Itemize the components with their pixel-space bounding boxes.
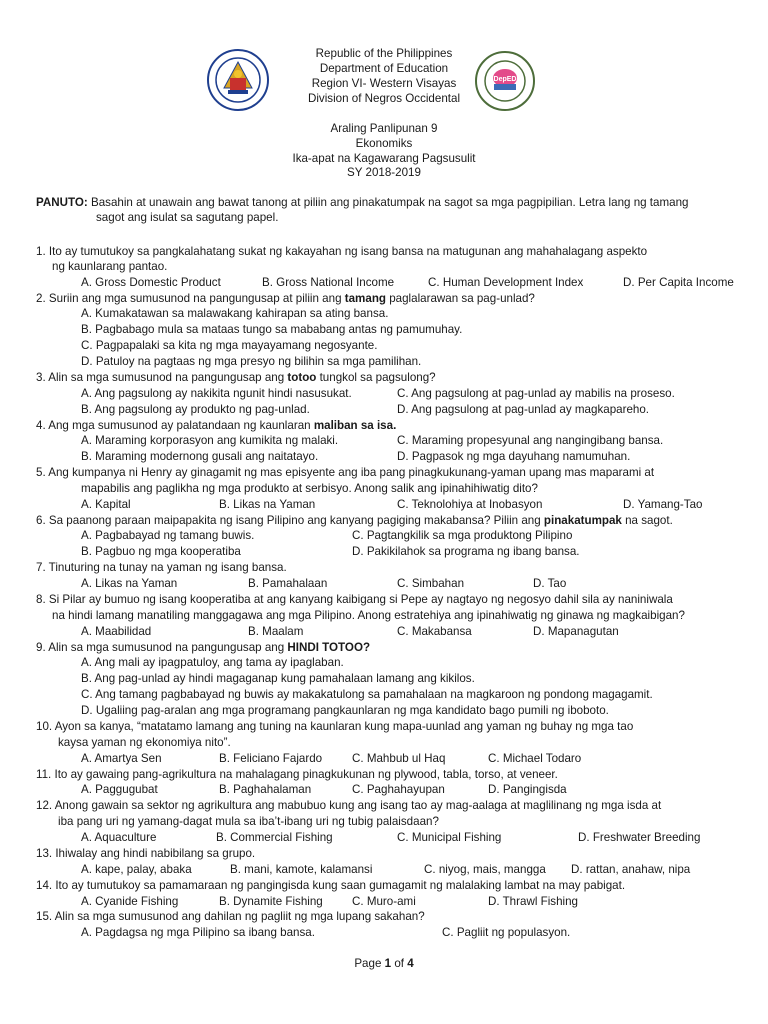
page-number xyxy=(0,957,768,972)
q8-choice-b: B. Maalam xyxy=(248,625,304,638)
page-current: 1 xyxy=(384,957,392,970)
q15-choice-a: A. Pagdagsa ng mga Pilipino sa ibang bansa. xyxy=(81,926,315,939)
question-10: 10. Ayon sa kanya, “matatamo lamang ang tuning na kaunlaran kung mapa-uunlad ang yaman ng buhay ng mga tao xyxy=(36,720,634,733)
q5-choice-d: D. Yamang-Tao xyxy=(623,498,703,511)
q2-choice-a: A. Kumakatawan sa malawakang kahirapan sa ating bansa. xyxy=(81,307,389,320)
q7-choice-b: B. Pamahalaan xyxy=(248,577,328,590)
question-2: 2. Suriin ang mga sumusunod na pangungusap at piliin ang tamang paglalarawan sa pag-unlad? xyxy=(36,292,535,305)
q2-choice-b: B. Pagbabago mula sa mataas tungo sa mababang antas ng pamumuhay. xyxy=(81,323,463,336)
q4-choice-a: A. Maraming korporasyon ang kumikita ng malaki. xyxy=(81,434,339,447)
q11-choice-d: D. Pangingisda xyxy=(488,783,567,796)
q6-choice-c: C. Pagtangkilik sa mga produktong Pilipino xyxy=(352,529,573,542)
question-1: 1. Ito ay tumutukoy sa pangkalahatang sukat ng kakayahan ng isang bansa na matugunan ang mahahalagang aspekto xyxy=(36,245,648,258)
q6-choice-d: D. Pakikilahok sa programa ng ibang bansa. xyxy=(352,545,580,558)
course-title: Ekonomiks xyxy=(355,137,413,150)
q5-choice-a: A. Kapital xyxy=(81,498,131,511)
school-year: SY 2018-2019 xyxy=(347,166,421,179)
instructions-label: PANUTO: xyxy=(36,196,88,209)
q14-choice-a: A. Cyanide Fishing xyxy=(81,895,179,908)
q2-choice-c: C. Pagpapalaki sa kita ng mga mayayamang negosyante. xyxy=(81,339,378,352)
question-8-cont: na hindi lamang manatiling manggagawa ang mga Pilipino. Anong estratehiya ang ipinahiwatig ng ginawa ng magkaibigan? xyxy=(52,609,685,622)
q8-choice-d: D. Mapanagutan xyxy=(533,625,619,638)
q13-choice-d: D. rattan, anahaw, nipa xyxy=(571,863,691,876)
q1-choice-b: B. Gross National Income xyxy=(262,276,395,289)
page-word: Page xyxy=(354,957,385,970)
header-region: Region VI- Western Visayas xyxy=(311,77,457,90)
subject-title: Araling Panlipunan 9 xyxy=(330,122,438,135)
q11-choice-c: C. Paghahayupan xyxy=(352,783,445,796)
question-5-cont: mapabilis ang paglikha ng mga produkto at serbisyo. Anong salik ang ipinahihiwatig dito? xyxy=(81,482,538,495)
instructions-line1 xyxy=(36,196,688,210)
q8-choice-a: A. Maabilidad xyxy=(81,625,152,638)
q4-choice-c: C. Maraming propesyunal ang nangingibang bansa. xyxy=(397,434,664,447)
q1-choice-c: C. Human Development Index xyxy=(428,276,584,289)
question-10-cont: kaysa yaman ng ekonomiya nito”. xyxy=(58,736,231,749)
q8-choice-c: C. Makabansa xyxy=(397,625,472,638)
exam-title: Ika-apat na Kagawarang Pagsusulit xyxy=(292,152,476,165)
q4-choice-d: D. Pagpasok ng mga dayuhang namumuhan. xyxy=(397,450,631,463)
q3-choice-c: C. Ang pagsulong at pag-unlad ay mabilis na proseso. xyxy=(397,387,675,400)
question-12-cont: iba pang uri ng yamang-dagat mula sa iba’t-ibang uri ng tubig palaisdaan? xyxy=(58,815,439,828)
header-division: Division of Negros Occidental xyxy=(307,92,461,105)
question-8: 8. Si Pilar ay bumuo ng isang kooperatiba at ang kanyang kaibigang si Pepe ay nagtayo ng negosyo dahil sila ay naniniwala xyxy=(36,593,673,606)
q12-choice-c: C. Municipal Fishing xyxy=(397,831,502,844)
q9-choice-b: B. Ang pag-unlad ay hindi magaganap kung pamahalaan lamang ang kikilos. xyxy=(81,672,475,685)
q3-choice-b: B. Ang pagsulong ay produkto ng pag-unlad. xyxy=(81,403,310,416)
q4-choice-b: B. Maraming modernong gusali ang naitatayo. xyxy=(81,450,319,463)
question-12: 12. Anong gawain sa sektor ng agrikultura ang mabubuo kung ang isang tao ay mag-aalaga at maglilinang ng mga isda at xyxy=(36,799,662,812)
q7-choice-c: C. Simbahan xyxy=(397,577,465,590)
q12-choice-d: D. Freshwater Breeding xyxy=(578,831,701,844)
q6-choice-b: B. Pagbuo ng mga kooperatiba xyxy=(81,545,241,558)
question-7: 7. Tinuturing na tunay na yaman ng isang bansa. xyxy=(36,561,287,574)
q15-choice-c: C. Pagliit ng populasyon. xyxy=(442,926,571,939)
instructions-text: Basahin at unawain ang bawat tanong at piliin ang pinakatumpak na sagot sa mga pagpipilian. Letra lang ng tamang xyxy=(90,196,689,209)
question-15: 15. Alin sa mga sumusunod ang dahilan ng pagliit ng mga lupang sakahan? xyxy=(36,910,425,923)
question-9: 9. Alin sa mga sumusunod na pangungusap ang HINDI TOTOO? xyxy=(36,641,371,654)
question-3: 3. Alin sa mga sumusunod na pangungusap ang totoo tungkol sa pagsulong? xyxy=(36,371,436,384)
q13-choice-c: C. niyog, mais, mangga xyxy=(424,863,546,876)
question-14: 14. Ito ay tumutukoy sa pamamaraan ng pangingisda kung saan gumagamit ng malalaking lambat na may pabigat. xyxy=(36,879,626,892)
q14-choice-b: B. Dynamite Fishing xyxy=(219,895,323,908)
q10-choice-c: C. Mahbub ul Haq xyxy=(352,752,446,765)
q5-choice-c: C. Teknolohiya at Inobasyon xyxy=(397,498,543,511)
q1-choice-d: D. Per Capita Income xyxy=(623,276,734,289)
q2-choice-d: D. Patuloy na pagtaas ng mga presyo ng bilihin sa mga pamilihan. xyxy=(81,355,422,368)
question-6: 6. Sa paanong paraan maipapakita ng isang Pilipino ang kanyang pagiging makabansa? Piliin ang pinakatumpak na sagot. xyxy=(36,514,673,527)
q7-choice-a: A. Likas na Yaman xyxy=(81,577,178,590)
header-republic: Republic of the Philippines xyxy=(315,47,453,60)
q13-choice-b: B. mani, kamote, kalamansi xyxy=(230,863,373,876)
of-word: of xyxy=(391,957,408,970)
q10-choice-a: A. Amartya Sen xyxy=(81,752,162,765)
q9-choice-a: A. Ang mali ay ipagpatuloy, ang tama ay ipaglaban. xyxy=(81,656,344,669)
q9-choice-d: D. Ugaliing pag-aralan ang mga programang pangkaunlaran ng mga kandidato bago pumili ng iboboto. xyxy=(81,704,609,717)
header-department: Department of Education xyxy=(319,62,449,75)
q14-choice-d: D. Thrawl Fishing xyxy=(488,895,578,908)
q10-choice-d: C. Michael Todaro xyxy=(488,752,582,765)
page-total: 4 xyxy=(407,957,414,970)
q14-choice-c: C. Muro-ami xyxy=(352,895,416,908)
q9-choice-c: C. Ang tamang pagbabayad ng buwis ay makakatulong sa pamahalaan na magkaroon ng pondong magagamit. xyxy=(81,688,653,701)
q10-choice-b: B. Feliciano Fajardo xyxy=(219,752,323,765)
q7-choice-d: D. Tao xyxy=(533,577,567,590)
q11-choice-a: A. Paggugubat xyxy=(81,783,158,796)
q12-choice-b: B. Commercial Fishing xyxy=(216,831,333,844)
q12-choice-a: A. Aquaculture xyxy=(81,831,157,844)
q13-choice-a: A. kape, palay, abaka xyxy=(81,863,192,876)
instructions-line2: sagot ang isulat sa sagutang papel. xyxy=(96,211,279,224)
q6-choice-a: A. Pagbabayad ng tamang buwis. xyxy=(81,529,255,542)
question-13: 13. Ihiwalay ang hindi nabibilang sa grupo. xyxy=(36,847,256,860)
q11-choice-b: B. Paghahalaman xyxy=(219,783,312,796)
q1-choice-a: A. Gross Domestic Product xyxy=(81,276,221,289)
question-4: 4. Ang mga sumusunod ay palatandaan ng kaunlaran maliban sa isa. xyxy=(36,419,397,432)
q5-choice-b: B. Likas na Yaman xyxy=(219,498,316,511)
division-seal-center-text: DepED xyxy=(493,76,517,83)
question-11: 11. Ito ay gawaing pang-agrikultura na mahalagang pinagkukunan ng plywood, tabla, torso, at veneer. xyxy=(36,768,558,781)
question-1-cont: ng kaunlarang pantao. xyxy=(52,260,168,273)
q3-choice-a: A. Ang pagsulong ay nakikita ngunit hindi nasusukat. xyxy=(81,387,352,400)
q3-choice-d: D. Ang pagsulong at pag-unlad ay magkapareho. xyxy=(397,403,650,416)
question-5: 5. Ang kumpanya ni Henry ay ginagamit ng mas episyente ang iba pang pinagkukunang-yaman upang mas maparami at xyxy=(36,466,655,479)
